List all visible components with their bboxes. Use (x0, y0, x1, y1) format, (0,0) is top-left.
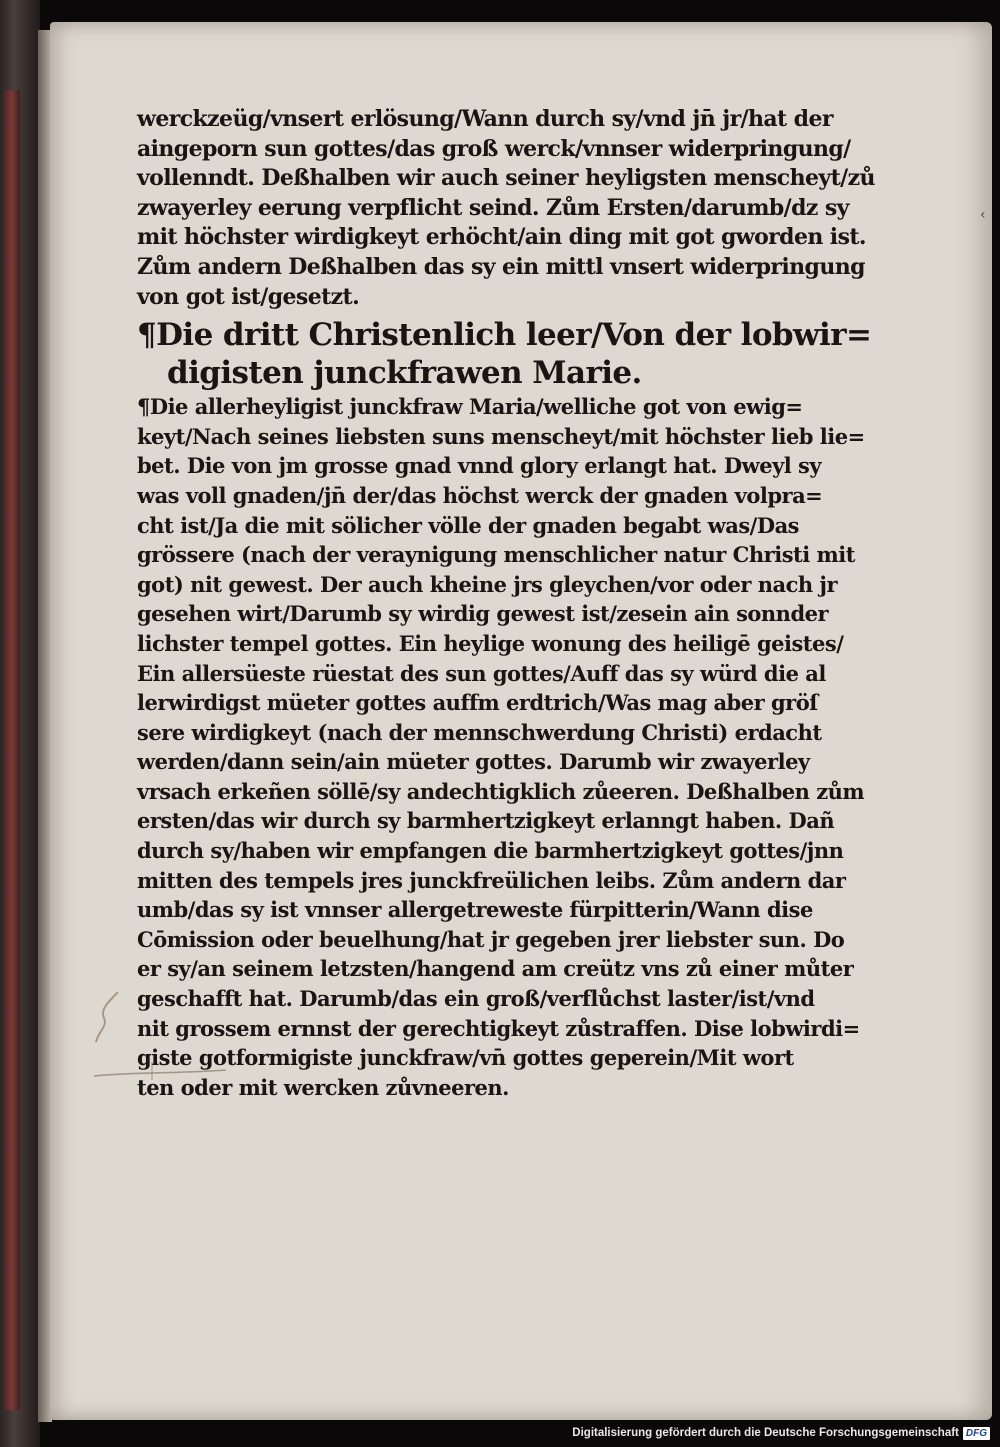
text-line: zwayerley eerung verpflicht seind. Zům Ersten/darumb/dz sy (137, 194, 849, 221)
text-line: lerwirdigst müeter gottes auffm erdtrich/Was mag aber gröſ (137, 690, 818, 716)
text-line: Cōmission oder beuelhung/hat jr gegeben jrer liebster sun. Do (137, 926, 845, 952)
text-line: keyt/Nach seines liebsten suns menscheyt/mit höchster lieb lie= (137, 423, 865, 449)
text-line: umb/das sy ist vnnser allergetreweste fürpitterin/Wann dise (137, 897, 813, 923)
credit-text: Digitalisierung gefördert durch die Deutsche Forschungsgemeinschaft (572, 1427, 959, 1439)
text-line: gesehen wirt/Darumb sy wirdig gewest ist/zesein ain sonnder (137, 601, 829, 627)
text-line: werden/dann sein/ain müeter gottes. Darumb wir zwayerley (137, 749, 810, 775)
text-line: got) nit gewest. Der auch kheine jrs gleychen/vor oder nach jr (137, 571, 838, 597)
text-line: er sy/an seinem letzsten/hangend am creütz vns zů einer můter (137, 956, 854, 982)
binding-red-strip (4, 90, 20, 1410)
text-line: von got ist/gesetzt. (137, 283, 360, 310)
printed-text-block (137, 105, 877, 1102)
text-line: sere wirdigkeyt (nach der mennschwerdung Christi) erdacht (137, 719, 822, 745)
text-line: mitten des tempels jres junckfreülichen leibs. Zům andern dar (137, 867, 846, 893)
book-binding-edge (0, 0, 40, 1447)
text-line: lichster tempel gottes. Ein heylige wonung des heiligē geistes/ (137, 630, 844, 656)
text-line: Zům andern Deßhalben das sy ein mittl vnsert widerpringung (137, 253, 865, 280)
text-line: nit grossem ernnst der gerechtigkeyt zůstraffen. Dise lobwirdi= (137, 1015, 860, 1041)
text-line: vrsach erkeñen söllē/sy andechtigklich zůeeren. Deßhalben zům (137, 778, 865, 804)
edge-mark-icon: ‹ (980, 207, 986, 223)
text-line: Ein allersüeste rüestat des sun gottes/Auff das sy würd die al (137, 660, 826, 686)
handwritten-underline-icon (90, 1062, 230, 1082)
text-line: was voll gnaden/jn̄ der/das höchst werck der gnaden volpra= (137, 482, 823, 508)
text-line: ten oder mit wercken zůvneeren. (137, 1074, 509, 1100)
section-heading-continued: digisten junckfrawen Marie. (167, 355, 642, 392)
text-line: aingeporn sun gottes/das groß werck/vnnser widerpringung/ (137, 135, 851, 162)
text-line: werckzeüg/vnsert erlösung/Wann durch sy/vnd jn̄ jr/hat der (137, 106, 833, 132)
text-line: giste gotformigiste junckfraw/vn̄ gottes geperein/Mit wort (137, 1045, 794, 1071)
text-line: durch sy/haben wir empfangen die barmhertzigkeyt gottes/jnn (137, 838, 844, 864)
dfg-logo: DFG (963, 1427, 990, 1440)
text-line: cht ist/Ja die mit sölicher völle der gnaden begabt was/Das (137, 512, 799, 538)
text-line: geschafft hat. Darumb/das ein groß/verflůchst laster/ist/vnd (137, 986, 815, 1012)
text-line: bet. Die von jm grosse gnad vnnd glory erlangt hat. Dweyl sy (137, 453, 822, 479)
handwritten-mark-icon (90, 988, 130, 1048)
text-line: mit höchster wirdigkeyt erhöcht/ain ding mit got gworden ist. (137, 224, 866, 251)
digitization-credit (572, 1425, 990, 1441)
text-line: ersten/das wir durch sy barmhertzigkeyt erlanngt haben. Dañ (137, 808, 835, 834)
section-heading: ¶Die dritt Christenlich leer/Von der lobwir= (137, 317, 872, 354)
text-line: ¶Die allerheyligist junckfraw Maria/welliche got von ewig= (137, 394, 803, 420)
text-line: grössere (nach der veraynigung menschlicher natur Christi mit (137, 542, 855, 568)
text-line: vollenndt. Deßhalben wir auch seiner heyligsten menscheyt/zů (137, 165, 875, 192)
